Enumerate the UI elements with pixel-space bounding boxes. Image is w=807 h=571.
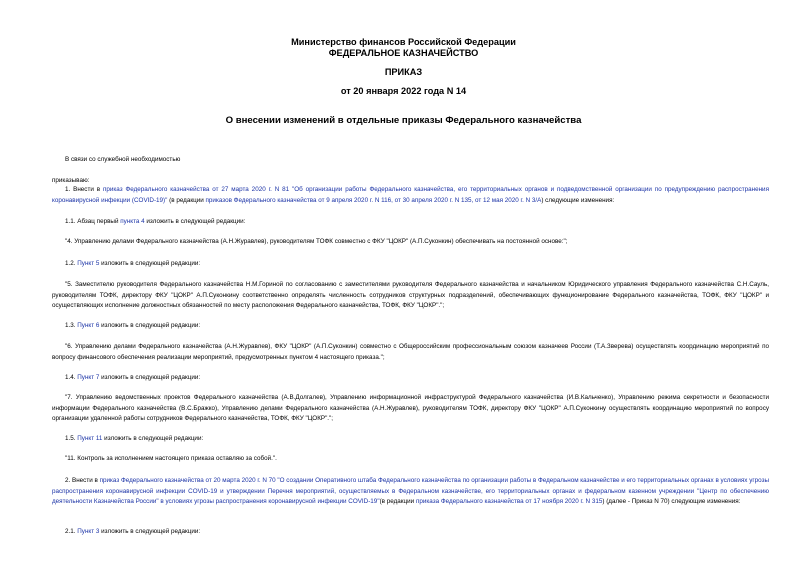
link-point-3[interactable]: Пункт 3	[77, 528, 100, 535]
item-1-1-paragraph: 1.1. Абзац первый пункта 4 изложить в следующей редакции:	[65, 218, 246, 225]
link-point-6[interactable]: Пункт 6	[77, 322, 100, 329]
link-point-11[interactable]: Пункт 11	[77, 435, 103, 442]
quote-point-11: "11. Контроль за исполнением настоящего приказа оставляю за собой.".	[65, 455, 277, 462]
link-point-4[interactable]: пункта 4	[120, 218, 145, 225]
item-1-paragraph: 1. Внести в приказ Федерального казначейства от 27 марта 2020 г. N 81 "Об организации работы Федерального казначейства, его территориальных органов и подведомственной организации по предупреждению распространения коронавирусной инфекции (COVID-19)" (в редакции приказов Федерального казначейства от 9 апреля 2020 г. N 116, от 30 апреля 2020 г. N 135, от 12 мая 2020 г. N 3/А) следующие изменения:	[52, 186, 769, 204]
item-1-5-paragraph: 1.5. Пункт 11 изложить в следующей редакции:	[65, 435, 204, 442]
item-1-2-paragraph: 1.2. Пункт 5 изложить в следующей редакции:	[65, 260, 201, 267]
ministry-title: Министерство финансов Российской Федерации	[291, 37, 516, 47]
quote-point-4: "4. Управлению делами Федерального казначейства (А.Н.Журавлев), руководителям ТОФК совместно с ФКУ "ЦОКР" (А.П.Суконкин) обеспечивать на постоянной основе:";	[65, 238, 568, 245]
quote-point-5: "5. Заместителю руководителя Федерального казначейства Н.М.Гориной по согласованию с заместителями руководителя Федерального казначейства и начальником Юридического управления Федерального казначейства С.Н.Сауль, руководителям ТОФК, директору ФКУ "ЦОКР" А.П.Суконкину соответственно определять численность сотрудников структурных подразделений, обеспечивающих функционирование Федерального казначейства, ТОФК, ФКУ "ЦОКР" и осуществляющих исполнение должностных обязанностей по месту расположения Федерального казначейства, ТОФК, ФКУ "ЦОКР".";	[52, 281, 769, 309]
intro-paragraph: В связи со служебной необходимостью	[65, 156, 181, 163]
quote-point-6: "6. Управлению делами Федерального казначейства (А.Н.Журавлев), ФКУ "ЦОКР" (А.П.Суконкин) совместно с Общероссийским профессиональным союзом казначеев России (Т.А.Зверева) осуществлять координацию мероприятий по вопросу финансового обеспечения реализации мероприятий, предусмотренных пунктом 4 настоящего приказа.";	[52, 343, 769, 361]
item-2-paragraph: 2. Внести в приказ Федерального казначейства от 20 марта 2020 г. N 70 "О создании Оперативного штаба Федерального казначейства по организации работы в Федеральном казначействе и его территориальных органах в условиях угрозы распространения коронавирусной инфекции COVID-19 и утверждении Перечня мероприятий, осуществляемых в Федеральном казначействе, его территориальных органах и федеральном казенном учреждении "Центр по обеспечению деятельности Казначейства России" в условиях угрозы распространения коронавирусной инфекции COVID-19"(в редакции приказа Федерального казначейства от 17 ноября 2020 г. N 315) (далее - Приказ N 70) следующие изменения:	[52, 477, 769, 505]
item-2-1-paragraph: 2.1. Пункт 3 изложить в следующей редакции:	[65, 528, 201, 535]
document-subject: О внесении изменений в отдельные приказы Федерального казначейства	[225, 115, 582, 126]
document-date-number: от 20 января 2022 года N 14	[340, 86, 467, 96]
document-type: ПРИКАЗ	[384, 67, 423, 77]
link-order-81[interactable]: приказ Федерального казначейства от 27 марта 2020 г. N 81 "Об организации работы Федерального казначейства, его территориальных органов и подведомственной организации по предупреждению распространения коронавирусной инфекции (COVID-19)"	[52, 186, 769, 204]
item-1-4-paragraph: 1.4. Пункт 7 изложить в следующей редакции:	[65, 374, 201, 381]
link-point-5[interactable]: Пункт 5	[77, 260, 100, 267]
link-order-315[interactable]: приказа Федерального казначейства от 17 ноября 2020 г. N 315	[415, 498, 603, 505]
link-point-7[interactable]: Пункт 7	[77, 374, 100, 381]
agency-title: ФЕДЕРАЛЬНОЕ КАЗНАЧЕЙСТВО	[328, 48, 479, 58]
quote-point-7: "7. Управлению ведомственных проектов Федерального казначейства (А.В.Долгалев), Управлению информационной инфраструктурой Федерального казначейства (И.В.Кальченко), Управлению режима секретности и безопасности информации Федерального казначейства (В.С.Бражко), Управлению делами Федерального казначейства (А.Н.Журавлев), руководителям ТОФК, директору ФКУ "ЦОКР" А.П.Суконкину осуществлять координацию мероприятий по вопросу организации удаленной работы сотрудников Федерального казначейства, ТОФК, ФКУ "ЦОКР".";	[52, 394, 769, 422]
item-1-3-paragraph: 1.3. Пункт 6 изложить в следующей редакции:	[65, 322, 201, 329]
order-word: приказываю:	[52, 177, 90, 184]
link-order-70[interactable]: приказ Федерального казначейства от 20 марта 2020 г. N 70 "О создании Оперативного штаба Федерального казначейства по организации работы в Федеральном казначействе и его территориальных органах в условиях угрозы распространения коронавирусной инфекции COVID-19 и утверждении Перечня мероприятий, осуществляемых в Федеральном казначействе, его территориальных органах и федеральном казенном учреждении "Центр по обеспечению деятельности Казначейства России" в условиях угрозы распространения коронавирусной инфекции COVID-19"	[52, 477, 769, 505]
link-amending-orders[interactable]: приказов Федерального казначейства от 9 апреля 2020 г. N 116, от 30 апреля 2020 г. N 135, от 12 мая 2020 г. N 3/А	[205, 196, 542, 204]
